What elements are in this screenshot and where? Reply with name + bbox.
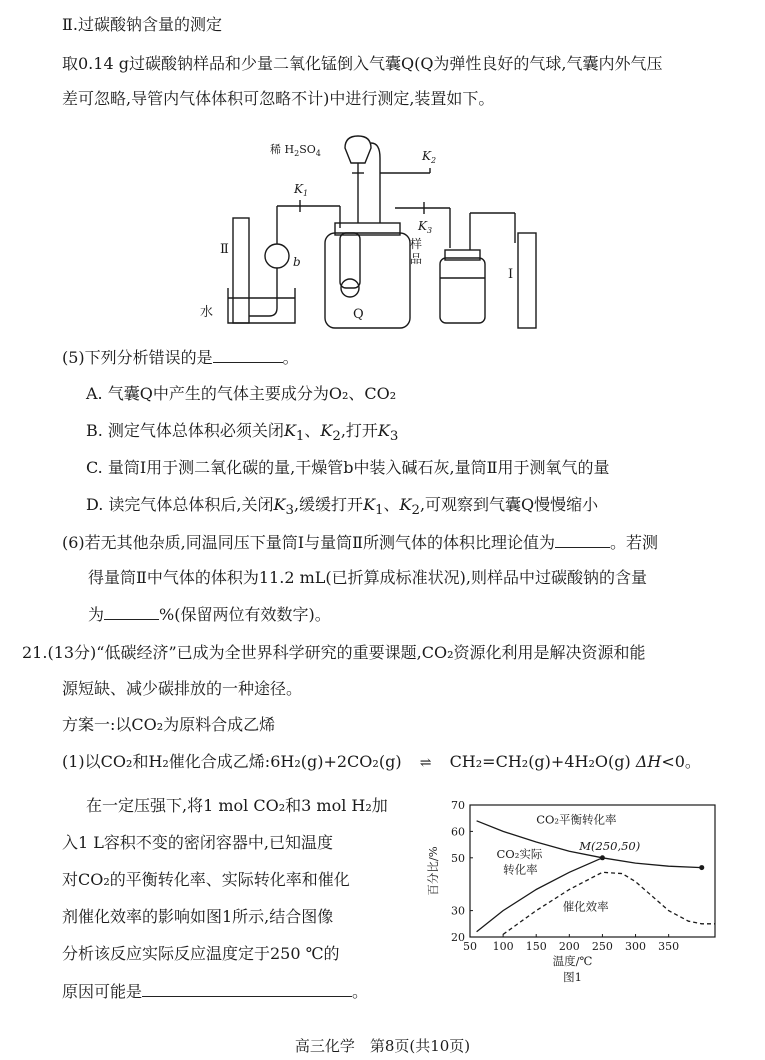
label-water: 水	[200, 305, 214, 320]
x-tick-label: 300	[625, 940, 647, 953]
q21-plan-1: 方案一:以CO₂为原料合成乙烯	[62, 715, 276, 734]
y-tick-label: 20	[451, 931, 465, 944]
q5-option-c: C. 量筒Ⅰ用于测二氧化碳的量,干燥管b中装入碱石灰,量筒Ⅱ用于测氧气的量	[86, 458, 610, 477]
q21-paragraph-5: 分析该反应实际反应温度定于250 ℃的	[62, 944, 340, 963]
q21-paragraph-6: 原因可能是 。	[62, 982, 369, 1001]
q21-line-1: 21.(13分)“低碳经济”已成为全世界科学研究的重要课题,CO₂资源化利用是解决资源和能	[22, 643, 646, 662]
q6-percent-blank[interactable]	[104, 603, 159, 620]
label-bag-q: Q	[353, 307, 364, 322]
intro-text-2: 差可忽略,导管内气体体积可忽略不计)中进行测定,装置如下。	[62, 89, 495, 108]
cylinder-1	[518, 233, 536, 328]
intro-text-1: 取0.14 g过碳酸钠样品和少量二氧化锰倒入气囊Q(Q为弹性良好的气球,气囊内外气压	[62, 54, 663, 73]
x-tick-label: 150	[525, 940, 547, 953]
series-label-1: CO₂平衡转化率	[536, 812, 617, 827]
label-tube-b: b	[293, 255, 301, 269]
label-k3: $K_3$	[418, 219, 433, 235]
q5-option-d: D. 读完气体总体积后,关闭$K_3$,缓缓打开$K_1$、$K_2$,可观察到气囊Q慢慢缩小	[86, 495, 599, 519]
section-title	[62, 14, 222, 36]
wash-bottle	[440, 258, 485, 323]
q5-stem: (5)下列分析错误的是 。	[62, 348, 299, 367]
point-m-label: M(250,50)	[579, 838, 641, 853]
y-axis-label: 百分比/%	[426, 846, 440, 896]
page-footer: 高三化学 第8页(共10页)	[294, 1037, 471, 1055]
series-label-2b: 转化率	[503, 862, 538, 877]
series-end-point	[699, 865, 704, 870]
label-cylinder-1: Ⅰ	[508, 267, 514, 282]
figure-1-chart	[425, 795, 725, 995]
apparatus-diagram	[200, 128, 560, 333]
intro-line-2	[62, 88, 494, 110]
series-label-2: CO₂实际	[496, 846, 543, 861]
x-tick-label: 50	[463, 940, 477, 953]
series-line-3	[503, 872, 715, 934]
q6-line-1: (6)若无其他杂质,同温同压下量筒Ⅰ与量筒Ⅱ所测气体的体积比理论值为 。若测	[62, 533, 658, 552]
q21-paragraph-2: 入1 L容积不变的密闭容器中,已知温度	[62, 833, 333, 852]
q6-line-3: 为 %(保留两位有效数字)。	[88, 605, 331, 624]
dropping-funnel	[345, 136, 371, 163]
equilibrium-arrow-icon: ⇌	[419, 755, 432, 771]
series-line-2	[477, 858, 603, 932]
drying-tube-b	[265, 244, 289, 268]
label-sample-1: 样	[410, 237, 423, 251]
main-jar	[325, 233, 410, 328]
label-cylinder-2: Ⅱ	[220, 242, 229, 257]
x-tick-label: 250	[591, 940, 613, 953]
x-tick-label: 350	[658, 940, 680, 953]
label-sample-2: 品	[410, 252, 423, 266]
label-k2: $K_2$	[422, 149, 437, 165]
q21-paragraph-4: 剂催化效率的影响如图1所示,结合图像	[62, 907, 334, 926]
x-tick-label: 100	[492, 940, 514, 953]
figure-caption: 图1	[563, 970, 582, 984]
balloon-q	[340, 233, 360, 288]
series-label-3: 催化效率	[562, 899, 609, 914]
y-tick-label: 60	[451, 825, 465, 839]
intro-line-1	[62, 53, 663, 75]
y-tick-label: 70	[451, 799, 465, 812]
q6-ratio-blank[interactable]	[555, 531, 610, 548]
section-title-text: Ⅱ.过碳酸钠含量的测定	[62, 15, 222, 34]
q21-line-2: 源短缺、减少碳排放的一种途径。	[62, 679, 303, 698]
q6-line-2: 得量筒Ⅱ中气体的体积为11.2 mL(已折算成标准状况),则样品中过碳酸钠的含量	[88, 568, 647, 587]
x-tick-label: 200	[558, 940, 580, 953]
label-k1: $K_1$	[294, 182, 309, 198]
q5-answer-blank[interactable]	[213, 346, 283, 363]
q5-option-b: B. 测定气体总体积必须关闭$K_1$、$K_2$,打开$K_3$	[86, 421, 399, 445]
q21-equation: (1)以CO₂和H₂催化合成乙烯:6H₂(g)+2CO₂(g) ⇌ CH₂=CH₂(g)+4H₂O(g) ΔH<0。	[62, 751, 701, 774]
svg-text:稀 H2SO4: 稀 $H_2SO_4$	[270, 143, 321, 158]
q21-paragraph-1: 在一定压强下,将1 mol CO₂和3 mol H₂加	[86, 796, 388, 815]
q5-option-a: A. 气囊Q中产生的气体主要成分为O₂、CO₂	[86, 384, 397, 403]
y-tick-label: 50	[451, 851, 465, 865]
x-axis-label: 温度/℃	[552, 954, 593, 968]
q21-reason-blank[interactable]	[142, 980, 352, 997]
point-m	[600, 855, 605, 860]
water-trough	[228, 288, 295, 323]
cylinder-2	[233, 218, 249, 323]
y-tick-label: 30	[451, 904, 465, 918]
q21-paragraph-3: 对CO₂的平衡转化率、实际转化率和催化	[62, 870, 350, 889]
chart-series	[477, 821, 715, 935]
